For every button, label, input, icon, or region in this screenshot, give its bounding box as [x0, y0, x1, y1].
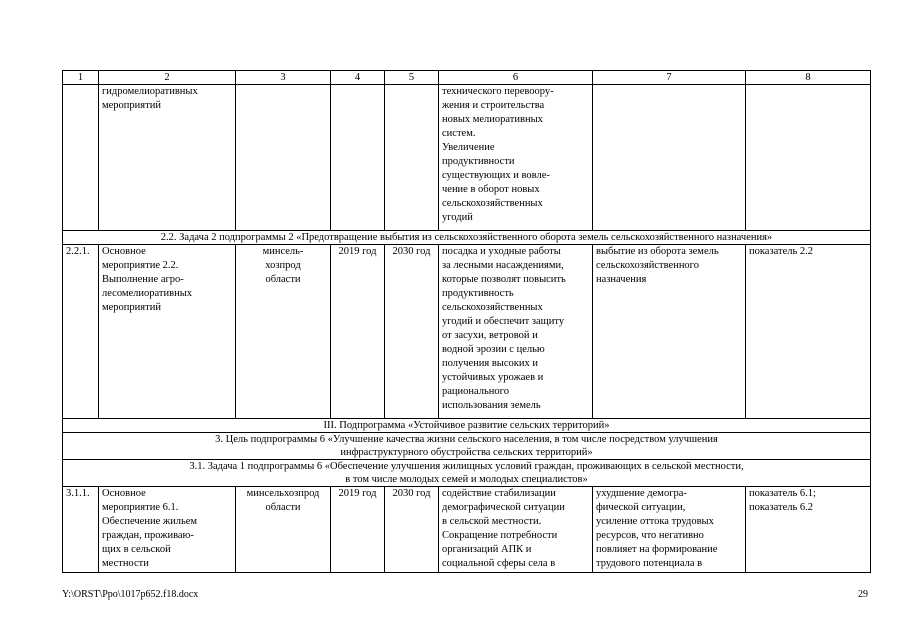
cell-indicator: показатель 6.1; показатель 6.2 [746, 487, 871, 573]
column-number: 8 [746, 71, 871, 85]
cell-end: 2030 год [385, 487, 439, 573]
cell-executor [236, 85, 331, 231]
cell-result: содействие стабилизации демографической ситуации в сельской местности. Сокращение потребности организаций АПК и социальной сферы села в [439, 487, 593, 573]
table-row [63, 487, 871, 573]
cell-consequence: выбытие из оборота земель сельскохозяйственного назначения [593, 245, 746, 419]
task-3-1-heading: 3.1. Задача 1 подпрограммы 6 «Обеспечение улучшения жилищных условий граждан, проживающих в сельской местности, в том числе молодых семей и молодых специалистов» [63, 460, 871, 487]
column-number: 5 [385, 71, 439, 85]
cell-consequence [593, 85, 746, 231]
column-number: 7 [593, 71, 746, 85]
cell-name: Основное мероприятие 2.2. Выполнение агро- лесомелиоративных мероприятий [99, 245, 236, 419]
task-2-2-heading: 2.2. Задача 2 подпрограммы 2 «Предотвращение выбытия из сельскохозяйственного оборота земель сельскохозяйственного назначения» [63, 231, 871, 245]
column-number: 3 [236, 71, 331, 85]
column-number: 4 [331, 71, 385, 85]
cell-num: 3.1.1. [63, 487, 99, 573]
goal-row [63, 433, 871, 460]
cell-indicator: показатель 2.2 [746, 245, 871, 419]
goal-3-heading: 3. Цель подпрограммы 6 «Улучшение качества жизни сельского населения, в том числе посредством улучшения инфраструктурного обустройства сельских территорий» [63, 433, 871, 460]
cell-consequence: ухудшение демогра- фической ситуации, усиление оттока трудовых ресурсов, что негативно повлияет на формирование трудового потенциала в [593, 487, 746, 573]
table-row-continued [63, 85, 871, 231]
cell-start: 2019 год [331, 487, 385, 573]
program-table [62, 70, 871, 573]
column-number-row [63, 71, 871, 85]
cell-name: Основное мероприятие 6.1. Обеспечение жильем граждан, проживаю- щих в сельской местности [99, 487, 236, 573]
file-path-footer: Y:\ORST\Ppo\1017p652.f18.docx [62, 589, 199, 600]
cell-executor: минсельхозпрод области [236, 487, 331, 573]
column-number: 1 [63, 71, 99, 85]
cell-result: посадка и уходные работы за лесными насаждениями, которые позволят повысить продуктивность сельскохозяйственных угодий и обеспечит защиту от засухи, ветровой и водной эрозии с целью получения высоких и устойчивых урожаев и рационального использования земель [439, 245, 593, 419]
cell-result: технического перевоору- жения и строительства новых мелиоративных систем. Увеличение продуктивности существующих и вовле- чение в оборот новых сельскохозяйственных угодий [439, 85, 593, 231]
column-number: 2 [99, 71, 236, 85]
cell-num: 2.2.1. [63, 245, 99, 419]
cell-indicator [746, 85, 871, 231]
cell-executor: минсель- хозпрод области [236, 245, 331, 419]
subprogram-row [63, 419, 871, 433]
cell-start: 2019 год [331, 245, 385, 419]
subprogram-3-heading: III. Подпрограмма «Устойчивое развитие сельских территорий» [63, 419, 871, 433]
task-row [63, 460, 871, 487]
table-row [63, 245, 871, 419]
task-row [63, 231, 871, 245]
column-number: 6 [439, 71, 593, 85]
cell-end: 2030 год [385, 245, 439, 419]
cell-end [385, 85, 439, 231]
cell-name: гидромелиоративных мероприятий [99, 85, 236, 231]
cell-start [331, 85, 385, 231]
page-number: 29 [858, 589, 868, 600]
cell-num [63, 85, 99, 231]
